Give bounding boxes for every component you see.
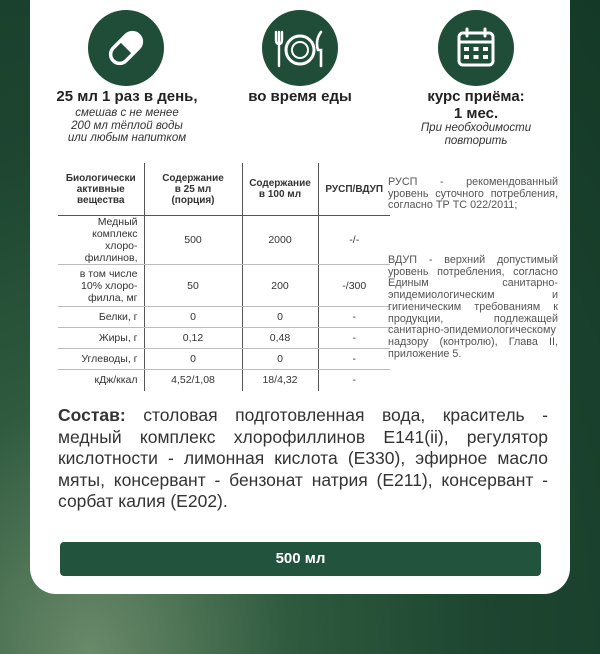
cell-line: филлинов,: [84, 252, 138, 264]
course-title-line: курс приёма:: [427, 88, 525, 105]
dosage-subtitle: [46, 107, 208, 145]
column-header: [144, 163, 242, 216]
table-cell: 0: [242, 349, 318, 370]
table-row: [58, 216, 390, 265]
table-row: [58, 349, 390, 370]
table-cell: -/-: [318, 216, 390, 265]
course-title-line: 1 мес.: [453, 105, 499, 122]
pill-icon: [88, 10, 164, 86]
column-header: [318, 163, 390, 216]
column-header: [58, 163, 144, 216]
table-row: [58, 328, 390, 349]
table-row: [58, 265, 390, 307]
table-row: [58, 370, 390, 391]
table-cell: -: [318, 328, 390, 349]
plate-cutlery-icon: [262, 10, 338, 86]
header-line: (порция): [171, 194, 215, 206]
table-cell-name: Жиры, г: [58, 328, 144, 349]
composition-body: столовая подготовленная вода, краситель - медный комплекс хлорофиллинов Е141(ii), регулятор кислотности - лимонная кислота (Е330), эфирное масло мяты, консервант - бензонат натрия (Е211), консервант - сорбат калия (Е202).: [58, 405, 548, 511]
header-line: вещества: [77, 194, 125, 206]
column-header: [242, 163, 318, 216]
header-line: Содержание: [162, 172, 224, 184]
table-cell: 2000: [242, 216, 318, 265]
table-header-row: [58, 163, 390, 216]
cell-line: в том числе: [79, 267, 138, 280]
cell-line: филла, мг: [88, 291, 138, 304]
cell-line: Медный: [97, 216, 138, 228]
dosage-subtitle-line: смешав с не менее: [75, 107, 179, 119]
table-cell: 0: [242, 307, 318, 328]
cell-line: 10% хлоро-: [81, 279, 138, 292]
nutrition-table: [58, 163, 390, 391]
product-info-card: [30, 0, 570, 594]
header-line: активные: [76, 183, 125, 195]
table-cell: -: [318, 370, 390, 391]
table-cell: -/300: [318, 265, 390, 307]
dosage-subtitle-line: или любым напитком: [67, 132, 187, 144]
table-cell: 0: [144, 307, 242, 328]
header-line: Содержание: [249, 178, 311, 189]
table-cell: -: [318, 307, 390, 328]
header-line: Биологически: [65, 172, 136, 184]
volume-badge: 500 мл: [60, 542, 541, 576]
dosage-title: 25 мл 1 раз в день,: [56, 88, 198, 105]
course-subtitle-line: При необходимости: [420, 122, 532, 134]
header-line: в 100 мл: [258, 189, 302, 200]
table-cell-name: [58, 216, 144, 265]
course-subtitle-line: повторить: [444, 134, 508, 147]
calendar-icon: [438, 10, 514, 86]
composition-text: [58, 405, 548, 513]
table-cell: 0: [144, 349, 242, 370]
cell-line: комплекс хлоро-: [92, 228, 138, 252]
table-cell: 18/4,32: [242, 370, 318, 391]
course-title: [396, 88, 556, 122]
header-line: в 25 мл: [174, 183, 212, 195]
table-row: [58, 307, 390, 328]
rusp-note: РУСП - рекомендованный уровень суточного потребления, согласно ТР ТС 022/2011;: [388, 176, 558, 212]
vdup-note: ВДУП - верхний допустимый уровень потребления, согласно Единым санитарно-эпидемиологическим и гигиеническим требованиям к продукции, подлежащей санитарно-эпидемиологическому надзору (контролю), Глава II, приложение 5.: [388, 254, 558, 360]
course-subtitle: [396, 122, 556, 147]
table-cell-name: [58, 265, 144, 307]
dosage-subtitle-line: 200 мл тёплой воды: [71, 119, 183, 132]
header-line: РУСП/ВДУП: [325, 183, 384, 195]
table-cell: 4,52/1,08: [144, 370, 242, 391]
table-cell: 200: [242, 265, 318, 307]
composition-label: Состав:: [58, 405, 126, 425]
table-cell: 50: [144, 265, 242, 307]
table-cell: -: [318, 349, 390, 370]
table-cell: 0,48: [242, 328, 318, 349]
table-cell-name: Белки, г: [58, 307, 144, 328]
table-cell: 0,12: [144, 328, 242, 349]
table-cell-name: кДж/ккал: [94, 374, 138, 387]
table-cell-name: Углеводы, г: [58, 349, 144, 370]
timing-title: во время еды: [248, 88, 352, 105]
table-cell: 500: [144, 216, 242, 265]
